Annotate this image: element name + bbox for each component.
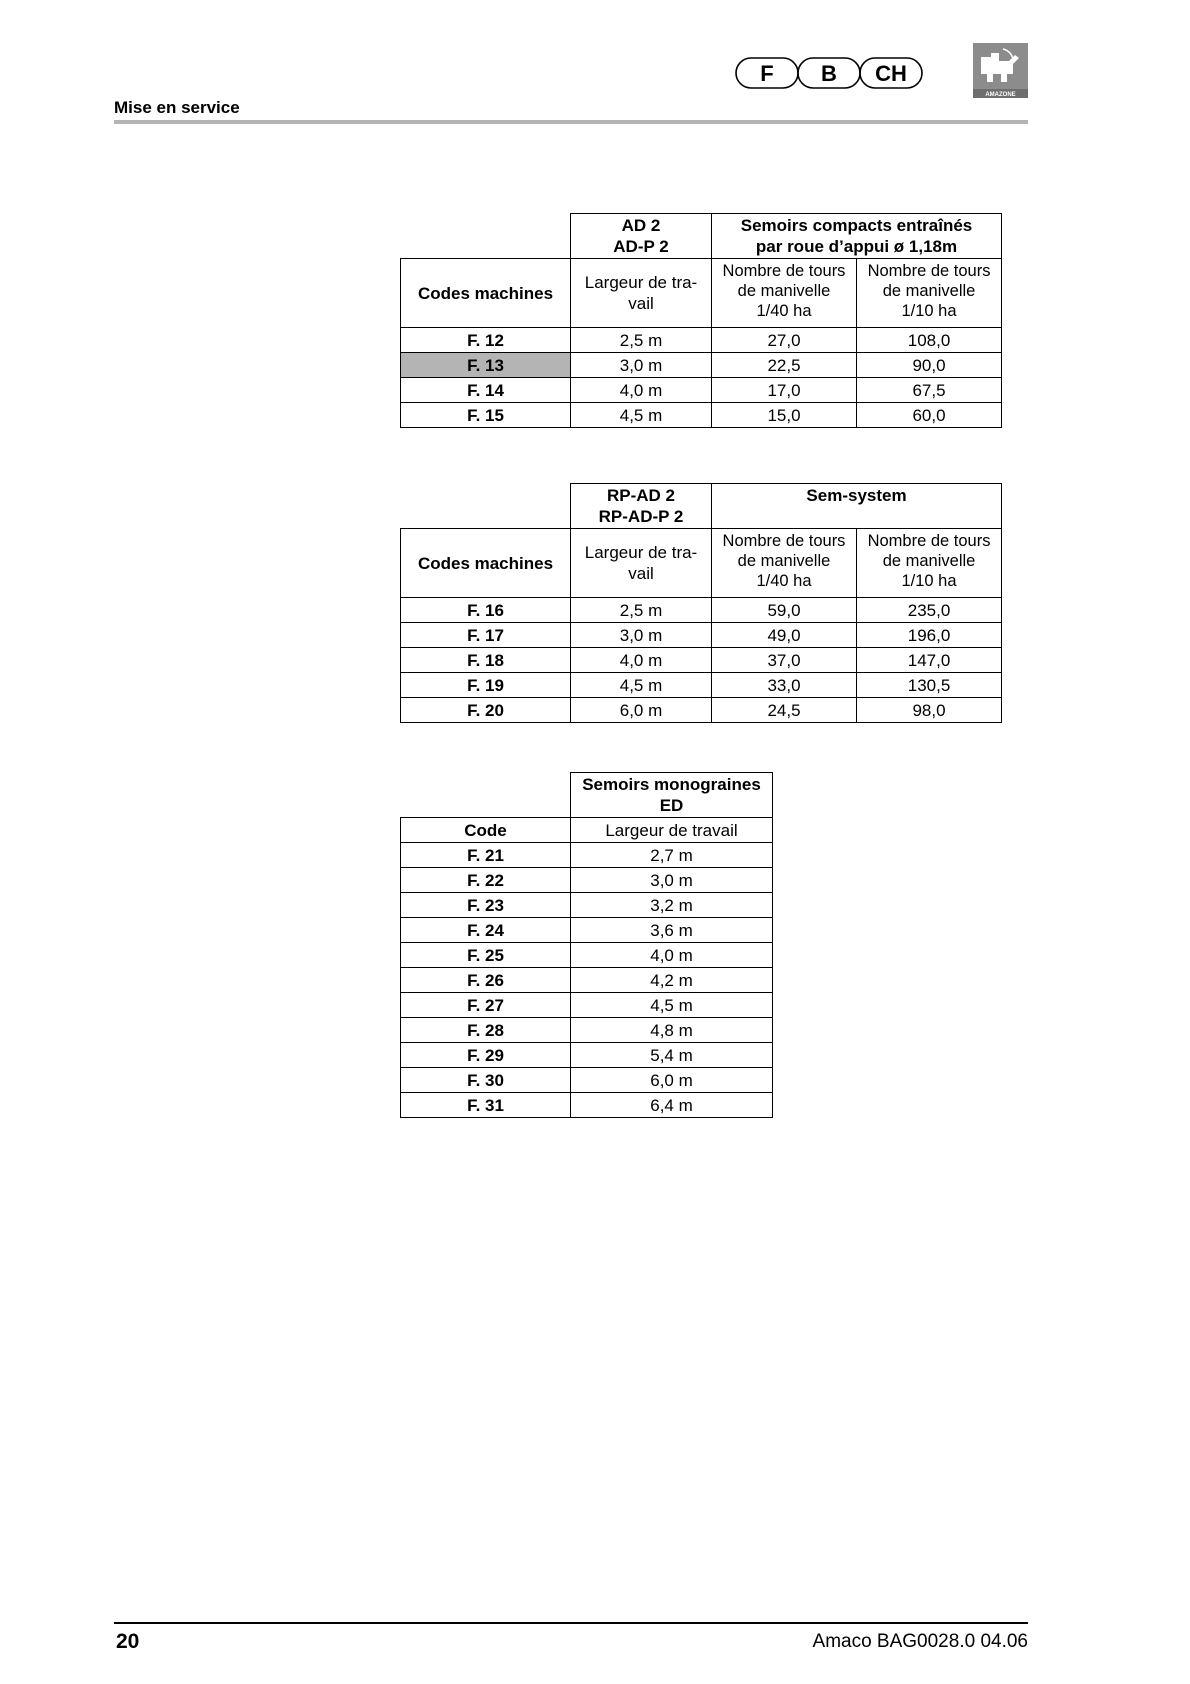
table-row <box>401 918 773 943</box>
model-header <box>571 214 712 259</box>
model-name: AD 2 <box>621 216 661 235</box>
machine-code: F. 30 <box>401 1068 571 1093</box>
machine-code: F. 25 <box>401 943 571 968</box>
group-header <box>712 214 1002 259</box>
group-subtitle: ED <box>659 796 684 815</box>
working-width: 4,2 m <box>571 968 773 993</box>
column-header-turns-10ha: Nombre de tours de manivelle 1/10 ha <box>857 529 1002 598</box>
group-header <box>571 773 773 818</box>
machine-code: F. 28 <box>401 1018 571 1043</box>
table-row <box>401 868 773 893</box>
table-ed <box>400 772 773 1118</box>
machine-code: F. 13 <box>401 353 571 378</box>
group-title: Semoirs compacts entraînés <box>740 216 973 235</box>
column-header-width: Largeur de tra- vail <box>571 529 712 598</box>
turns-40ha: 59,0 <box>712 598 857 623</box>
amazone-logo <box>973 43 1028 98</box>
turns-40ha: 33,0 <box>712 673 857 698</box>
country-code-b: B <box>821 61 837 86</box>
machine-code: F. 22 <box>401 868 571 893</box>
document-reference: Amaco BAG0028.0 04.06 <box>812 1631 1028 1652</box>
turns-10ha: 67,5 <box>857 378 1002 403</box>
group-title: Semoirs monograines <box>582 775 761 794</box>
machine-code: F. 18 <box>401 648 571 673</box>
table-row <box>401 993 773 1018</box>
table-row-highlighted <box>401 353 1002 378</box>
machine-code: F. 20 <box>401 698 571 723</box>
column-header-code: Codes machines <box>401 259 571 328</box>
table-row <box>401 698 1002 723</box>
table-row <box>401 623 1002 648</box>
section-title: Mise en service <box>114 98 240 117</box>
country-code-f: F <box>760 61 774 86</box>
turns-40ha: 17,0 <box>712 378 857 403</box>
machine-code: F. 21 <box>401 843 571 868</box>
logo-wordmark: AMAZONE <box>985 92 1016 98</box>
machine-code: F. 14 <box>401 378 571 403</box>
working-width: 4,0 m <box>571 943 773 968</box>
table-rp-ad2 <box>400 483 1002 723</box>
working-width: 4,5 m <box>571 993 773 1018</box>
machine-code: F. 19 <box>401 673 571 698</box>
working-width: 3,0 m <box>571 868 773 893</box>
model-name: RP-AD-P 2 <box>598 507 684 526</box>
table-row <box>401 1093 773 1118</box>
machine-code: F. 15 <box>401 403 571 428</box>
machine-code: F. 27 <box>401 993 571 1018</box>
group-subtitle: par roue d’appui ø 1,18m <box>755 237 958 256</box>
turns-10ha: 235,0 <box>857 598 1002 623</box>
turns-10ha: 60,0 <box>857 403 1002 428</box>
working-width: 4,5 m <box>571 673 712 698</box>
column-header-turns-40ha: Nombre de tours de manivelle 1/40 ha <box>712 259 857 328</box>
turns-10ha: 90,0 <box>857 353 1002 378</box>
table-row <box>401 378 1002 403</box>
working-width: 4,8 m <box>571 1018 773 1043</box>
model-name: RP-AD 2 <box>606 486 675 505</box>
machine-code: F. 26 <box>401 968 571 993</box>
working-width: 4,0 m <box>571 378 712 403</box>
table-row <box>401 673 1002 698</box>
table-row <box>401 893 773 918</box>
machine-code: F. 29 <box>401 1043 571 1068</box>
working-width: 3,6 m <box>571 918 773 943</box>
turns-10ha: 108,0 <box>857 328 1002 353</box>
table-blank-corner <box>401 484 571 529</box>
model-header <box>571 484 712 529</box>
working-width: 5,4 m <box>571 1043 773 1068</box>
machine-code: F. 24 <box>401 918 571 943</box>
table-blank-corner <box>401 773 571 818</box>
header-rule <box>114 120 1028 124</box>
table-blank-corner <box>401 214 571 259</box>
turns-10ha: 147,0 <box>857 648 1002 673</box>
working-width: 3,2 m <box>571 893 773 918</box>
turns-40ha: 49,0 <box>712 623 857 648</box>
page-number: 20 <box>116 1630 140 1653</box>
footer-rule <box>114 1622 1028 1624</box>
working-width: 3,0 m <box>571 623 712 648</box>
table-row <box>401 648 1002 673</box>
working-width: 2,5 m <box>571 328 712 353</box>
machine-code: F. 23 <box>401 893 571 918</box>
turns-40ha: 15,0 <box>712 403 857 428</box>
model-name: AD-P 2 <box>613 237 669 256</box>
working-width: 4,5 m <box>571 403 712 428</box>
table-row <box>401 943 773 968</box>
column-header-turns-10ha: Nombre de tours de manivelle 1/10 ha <box>857 259 1002 328</box>
turns-40ha: 27,0 <box>712 328 857 353</box>
country-code-ch: CH <box>875 61 907 86</box>
turns-40ha: 24,5 <box>712 698 857 723</box>
group-header: Sem-system <box>712 484 1002 529</box>
turns-40ha: 22,5 <box>712 353 857 378</box>
country-code-badges <box>735 55 925 91</box>
table-row <box>401 843 773 868</box>
working-width: 2,7 m <box>571 843 773 868</box>
column-header-turns-40ha: Nombre de tours de manivelle 1/40 ha <box>712 529 857 598</box>
working-width: 4,0 m <box>571 648 712 673</box>
table-row <box>401 598 1002 623</box>
machine-code: F. 17 <box>401 623 571 648</box>
working-width: 3,0 m <box>571 353 712 378</box>
machine-code: F. 16 <box>401 598 571 623</box>
table-row <box>401 968 773 993</box>
turns-40ha: 37,0 <box>712 648 857 673</box>
table-row <box>401 1018 773 1043</box>
table-row <box>401 1043 773 1068</box>
working-width: 2,5 m <box>571 598 712 623</box>
table-row <box>401 328 1002 353</box>
working-width: 6,4 m <box>571 1093 773 1118</box>
working-width: 6,0 m <box>571 698 712 723</box>
turns-10ha: 98,0 <box>857 698 1002 723</box>
table-row <box>401 1068 773 1093</box>
column-header-width: Largeur de tra- vail <box>571 259 712 328</box>
machine-code: F. 12 <box>401 328 571 353</box>
working-width: 6,0 m <box>571 1068 773 1093</box>
table-row <box>401 403 1002 428</box>
column-header-width: Largeur de travail <box>571 818 773 843</box>
turns-10ha: 130,5 <box>857 673 1002 698</box>
table-ad2 <box>400 213 1002 428</box>
column-header-code: Codes machines <box>401 529 571 598</box>
column-header-code: Code <box>401 818 571 843</box>
machine-code: F. 31 <box>401 1093 571 1118</box>
turns-10ha: 196,0 <box>857 623 1002 648</box>
